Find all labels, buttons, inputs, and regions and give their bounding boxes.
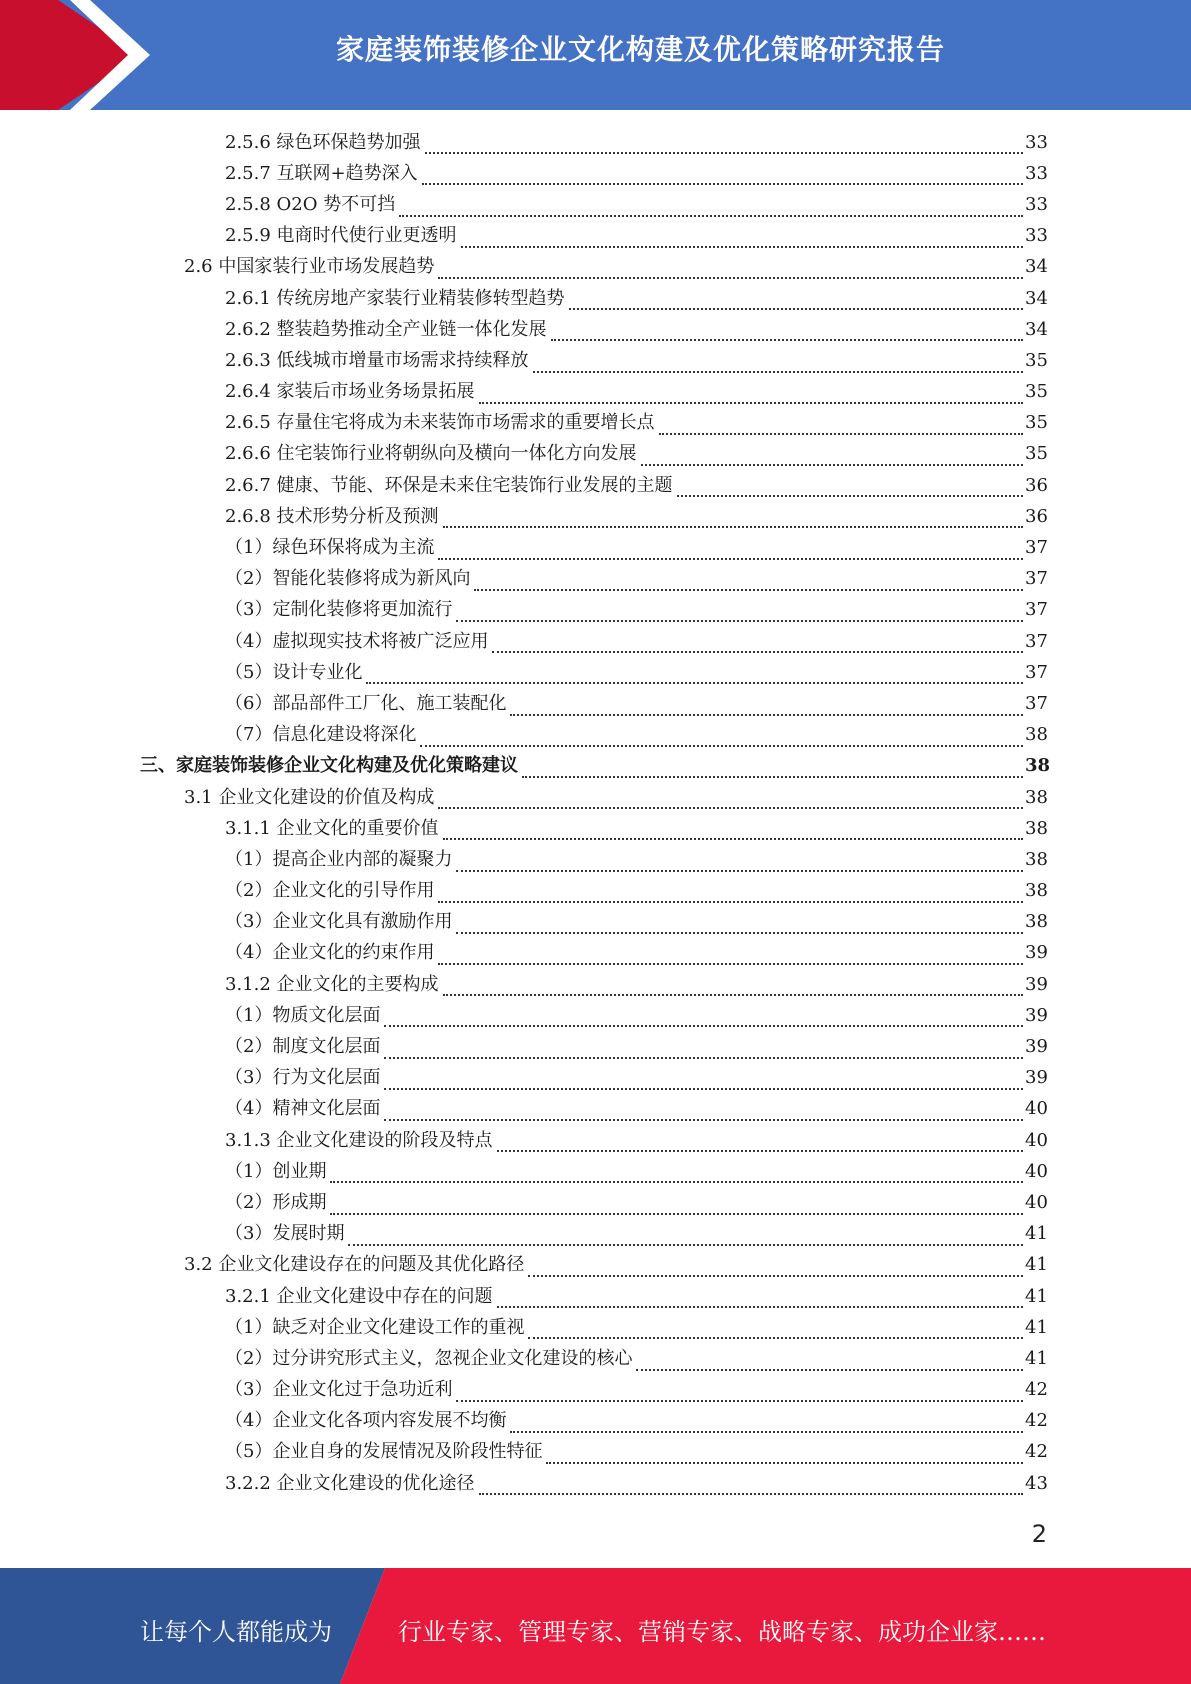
toc-entry[interactable]: [225, 221, 1047, 252]
toc-entry[interactable]: [225, 1219, 1047, 1250]
toc-entry-page: 40: [1025, 1098, 1048, 1120]
toc-entry-title: 3.1.2 企业文化的主要构成: [225, 973, 439, 995]
toc-entry-title: （7）信息化建设将深化: [225, 724, 417, 746]
toc-entry-page: 39: [1025, 942, 1048, 964]
toc-entry[interactable]: [140, 751, 1051, 782]
toc-entry-title: 3.2.1 企业文化建设中存在的问题: [225, 1285, 493, 1307]
toc-dot-leader: [438, 881, 1023, 903]
footer-slogan-left: 让每个人都能成为: [140, 1618, 332, 1646]
toc-entry-page: 34: [1025, 256, 1048, 278]
toc-entry-page: 37: [1025, 692, 1048, 714]
toc-entry-page: 42: [1025, 1441, 1048, 1463]
toc-entry-title: （4）虚拟现实技术将被广泛应用: [225, 630, 489, 652]
toc-entry[interactable]: [225, 377, 1047, 408]
toc-entry[interactable]: [225, 1468, 1047, 1499]
toc-entry-page: 41: [1025, 1347, 1048, 1369]
toc-entry-title: 2.5.7 互联网+趋势深入: [225, 162, 418, 184]
toc-entry[interactable]: [225, 158, 1047, 189]
toc-entry-title: 2.6 中国家装行业市场发展趋势: [184, 256, 435, 278]
toc-entry-page: 37: [1025, 537, 1048, 559]
toc-entry-title: （2）智能化装修将成为新风向: [225, 568, 471, 590]
toc-entry-page: 37: [1025, 568, 1048, 590]
toc-dot-leader: [636, 1349, 1023, 1371]
toc-entry[interactable]: [225, 688, 1047, 719]
toc-entry[interactable]: [225, 127, 1047, 158]
toc-entry-page: 33: [1025, 131, 1048, 153]
toc-dot-leader: [438, 538, 1023, 560]
toc-entry[interactable]: [184, 782, 1047, 813]
toc-entry-title: 3.1.1 企业文化的重要价值: [225, 817, 439, 839]
toc-dot-leader: [522, 756, 1023, 778]
toc-entry[interactable]: [225, 1406, 1047, 1437]
table-of-contents: [0, 127, 1191, 1499]
toc-entry-title: （3）企业文化具有激励作用: [225, 911, 453, 933]
toc-entry-page: 36: [1025, 474, 1048, 496]
toc-entry-title: 3.2.2 企业文化建设的优化途径: [225, 1472, 475, 1494]
toc-dot-leader: [420, 725, 1023, 747]
toc-entry-title: （2）形成期: [225, 1191, 327, 1213]
toc-entry-page: 36: [1025, 505, 1048, 527]
toc-dot-leader: [384, 1099, 1023, 1121]
toc-dot-leader: [546, 1442, 1023, 1464]
toc-entry-page: 35: [1025, 412, 1048, 434]
toc-entry-page: 33: [1025, 225, 1048, 247]
toc-entry-title: （1）绿色环保将成为主流: [225, 537, 435, 559]
toc-entry-page: 37: [1025, 599, 1048, 621]
toc-dot-leader: [348, 1224, 1023, 1246]
toc-entry[interactable]: [184, 1250, 1047, 1281]
toc-dot-leader: [569, 288, 1023, 310]
toc-entry-title: （3）行为文化层面: [225, 1067, 381, 1089]
footer-slogan-right: 行业专家、管理专家、营销专家、战略专家、成功企业家……: [398, 1618, 1046, 1646]
toc-entry[interactable]: [225, 657, 1047, 688]
toc-entry[interactable]: [225, 1063, 1047, 1094]
toc-entry-title: （4）企业文化的约束作用: [225, 942, 435, 964]
toc-entry-page: 40: [1025, 1129, 1048, 1151]
toc-entry-title: 2.5.9 电商时代使行业更透明: [225, 225, 457, 247]
toc-dot-leader: [384, 1037, 1023, 1059]
toc-entry-title: 3.2 企业文化建设存在的问题及其优化路径: [184, 1254, 525, 1276]
footer-banner: [0, 1568, 1191, 1684]
toc-entry-page: 38: [1025, 724, 1048, 746]
toc-dot-leader: [443, 974, 1023, 996]
toc-entry-page: 33: [1025, 162, 1048, 184]
document-title: 家庭装饰装修企业文化构建及优化策略研究报告: [335, 33, 945, 66]
toc-dot-leader: [330, 1193, 1023, 1215]
toc-entry-title: （3）企业文化过于急功近利: [225, 1379, 453, 1401]
toc-entry-title: （1）提高企业内部的凝聚力: [225, 848, 453, 870]
toc-entry-title: （1）创业期: [225, 1160, 327, 1182]
toc-dot-leader: [456, 912, 1023, 934]
toc-dot-leader: [641, 444, 1023, 466]
toc-entry-page: 41: [1025, 1285, 1048, 1307]
toc-dot-leader: [510, 1411, 1023, 1433]
toc-entry[interactable]: [225, 907, 1047, 938]
toc-entry-page: 38: [1025, 848, 1048, 870]
toc-entry-page: 37: [1025, 661, 1048, 683]
toc-entry-page: 42: [1025, 1410, 1048, 1432]
toc-dot-leader: [438, 257, 1023, 279]
toc-entry[interactable]: [225, 408, 1047, 439]
toc-dot-leader: [366, 662, 1023, 684]
toc-entry[interactable]: [225, 1343, 1047, 1374]
toc-dot-leader: [456, 850, 1023, 872]
toc-dot-leader: [528, 1317, 1023, 1339]
toc-entry-page: 39: [1025, 973, 1048, 995]
toc-entry[interactable]: [225, 283, 1047, 314]
toc-entry[interactable]: [225, 1031, 1047, 1062]
toc-entry[interactable]: [225, 501, 1047, 532]
toc-dot-leader: [528, 1255, 1023, 1277]
toc-dot-leader: [479, 1473, 1023, 1495]
toc-entry-title: 2.6.6 住宅装饰行业将朝纵向及横向一体化方向发展: [225, 443, 637, 465]
toc-entry-title: （2）过分讲究形式主义，忽视企业文化建设的核心: [225, 1347, 633, 1369]
toc-dot-leader: [456, 600, 1023, 622]
toc-dot-leader: [443, 818, 1023, 840]
toc-entry-page: 41: [1025, 1254, 1048, 1276]
toc-entry-title: （2）制度文化层面: [225, 1036, 381, 1058]
toc-entry-title: （5）设计专业化: [225, 661, 363, 683]
toc-entry[interactable]: [225, 564, 1047, 595]
toc-dot-leader: [497, 1286, 1023, 1308]
toc-entry-title: 2.6.2 整装趋势推动全产业链一体化发展: [225, 318, 547, 340]
toc-entry[interactable]: [225, 1000, 1047, 1031]
toc-entry-title: 2.5.6 绿色环保趋势加强: [225, 131, 421, 153]
toc-dot-leader: [438, 943, 1023, 965]
toc-entry-title: 2.6.3 低线城市增量市场需求持续释放: [225, 349, 529, 371]
toc-entry-title: （6）部品部件工厂化、施工装配化: [225, 692, 507, 714]
toc-entry-page: 38: [1025, 911, 1048, 933]
toc-entry-page: 34: [1025, 287, 1048, 309]
toc-dot-leader: [384, 1068, 1023, 1090]
toc-dot-leader: [492, 631, 1023, 653]
toc-entry[interactable]: [225, 532, 1047, 563]
toc-entry[interactable]: [184, 252, 1047, 283]
toc-entry-title: （1）物质文化层面: [225, 1004, 381, 1026]
toc-entry-page: 39: [1025, 1067, 1048, 1089]
toc-entry[interactable]: [225, 1094, 1047, 1125]
toc-entry-title: 3.1 企业文化建设的价值及构成: [184, 786, 435, 808]
toc-entry-title: 2.6.7 健康、节能、环保是未来住宅装饰行业发展的主题: [225, 474, 673, 496]
toc-dot-leader: [497, 1130, 1023, 1152]
toc-entry-title: （4）精神文化层面: [225, 1098, 381, 1120]
toc-entry[interactable]: [225, 1187, 1047, 1218]
toc-entry-page: 37: [1025, 630, 1048, 652]
toc-dot-leader: [659, 413, 1023, 435]
toc-entry-page: 35: [1025, 381, 1048, 403]
toc-entry-title: 2.5.8 O2O 势不可挡: [225, 193, 396, 215]
toc-dot-leader: [510, 694, 1023, 716]
toc-entry-page: 41: [1025, 1223, 1048, 1245]
toc-dot-leader: [479, 382, 1023, 404]
toc-entry[interactable]: [225, 345, 1047, 376]
toc-entry[interactable]: [225, 720, 1047, 751]
toc-dot-leader: [425, 132, 1023, 154]
toc-entry-title: （3）发展时期: [225, 1223, 345, 1245]
toc-entry-page: 38: [1025, 817, 1048, 839]
toc-entry[interactable]: [225, 938, 1047, 969]
toc-entry-title: （5）企业自身的发展情况及阶段性特征: [225, 1441, 543, 1463]
toc-entry[interactable]: [225, 626, 1047, 657]
toc-dot-leader: [443, 506, 1023, 528]
toc-entry[interactable]: [225, 1125, 1047, 1156]
toc-entry[interactable]: [225, 595, 1047, 626]
toc-entry-page: 41: [1025, 1316, 1048, 1338]
toc-dot-leader: [461, 226, 1023, 248]
toc-entry[interactable]: [225, 1375, 1047, 1406]
toc-entry-page: 43: [1025, 1472, 1048, 1494]
toc-dot-leader: [399, 195, 1023, 217]
toc-entry[interactable]: [225, 1437, 1047, 1468]
toc-dot-leader: [438, 787, 1023, 809]
toc-entry-page: 40: [1025, 1160, 1048, 1182]
toc-dot-leader: [384, 1005, 1023, 1027]
toc-dot-leader: [533, 351, 1023, 373]
toc-entry-page: 35: [1025, 349, 1048, 371]
toc-dot-leader: [551, 319, 1023, 341]
toc-entry-title: （2）企业文化的引导作用: [225, 880, 435, 902]
toc-dot-leader: [677, 475, 1023, 497]
toc-entry-page: 42: [1025, 1379, 1048, 1401]
toc-entry[interactable]: [225, 470, 1047, 501]
toc-entry-page: 38: [1025, 880, 1048, 902]
toc-entry[interactable]: [225, 189, 1047, 220]
toc-entry-title: 2.6.8 技术形势分析及预测: [225, 505, 439, 527]
toc-entry-title: （3）定制化装修将更加流行: [225, 599, 453, 621]
toc-entry-page: 38: [1025, 755, 1051, 777]
toc-entry-page: 39: [1025, 1004, 1048, 1026]
toc-entry[interactable]: [225, 813, 1047, 844]
toc-entry-title: （1）缺乏对企业文化建设工作的重视: [225, 1316, 525, 1338]
toc-entry-title: （4）企业文化各项内容发展不均衡: [225, 1410, 507, 1432]
toc-dot-leader: [330, 1161, 1023, 1183]
toc-entry-title: 2.6.5 存量住宅将成为未来装饰市场需求的重要增长点: [225, 412, 655, 434]
toc-dot-leader: [422, 163, 1023, 185]
toc-entry[interactable]: [225, 1312, 1047, 1343]
toc-entry-page: 39: [1025, 1036, 1048, 1058]
toc-entry-page: 35: [1025, 443, 1048, 465]
toc-entry[interactable]: [225, 1156, 1047, 1187]
header-banner: [0, 0, 1191, 110]
toc-entry[interactable]: [225, 844, 1047, 875]
toc-entry-title: 2.6.4 家装后市场业务场景拓展: [225, 381, 475, 403]
toc-entry[interactable]: [225, 314, 1047, 345]
page-number: 2: [1031, 1520, 1047, 1548]
toc-entry[interactable]: [225, 876, 1047, 907]
toc-entry-title: 2.6.1 传统房地产家装行业精装修转型趋势: [225, 287, 565, 309]
toc-entry-title: 3.1.3 企业文化建设的阶段及特点: [225, 1129, 493, 1151]
toc-entry-page: 33: [1025, 193, 1048, 215]
toc-entry[interactable]: [225, 439, 1047, 470]
toc-dot-leader: [456, 1380, 1023, 1402]
toc-entry[interactable]: [225, 969, 1047, 1000]
toc-entry[interactable]: [225, 1281, 1047, 1312]
toc-entry-page: 34: [1025, 318, 1048, 340]
toc-entry-page: 38: [1025, 786, 1048, 808]
toc-entry-page: 40: [1025, 1191, 1048, 1213]
toc-dot-leader: [474, 569, 1023, 591]
toc-entry-title: 三、家庭装饰装修企业文化构建及优化策略建议: [140, 755, 518, 777]
